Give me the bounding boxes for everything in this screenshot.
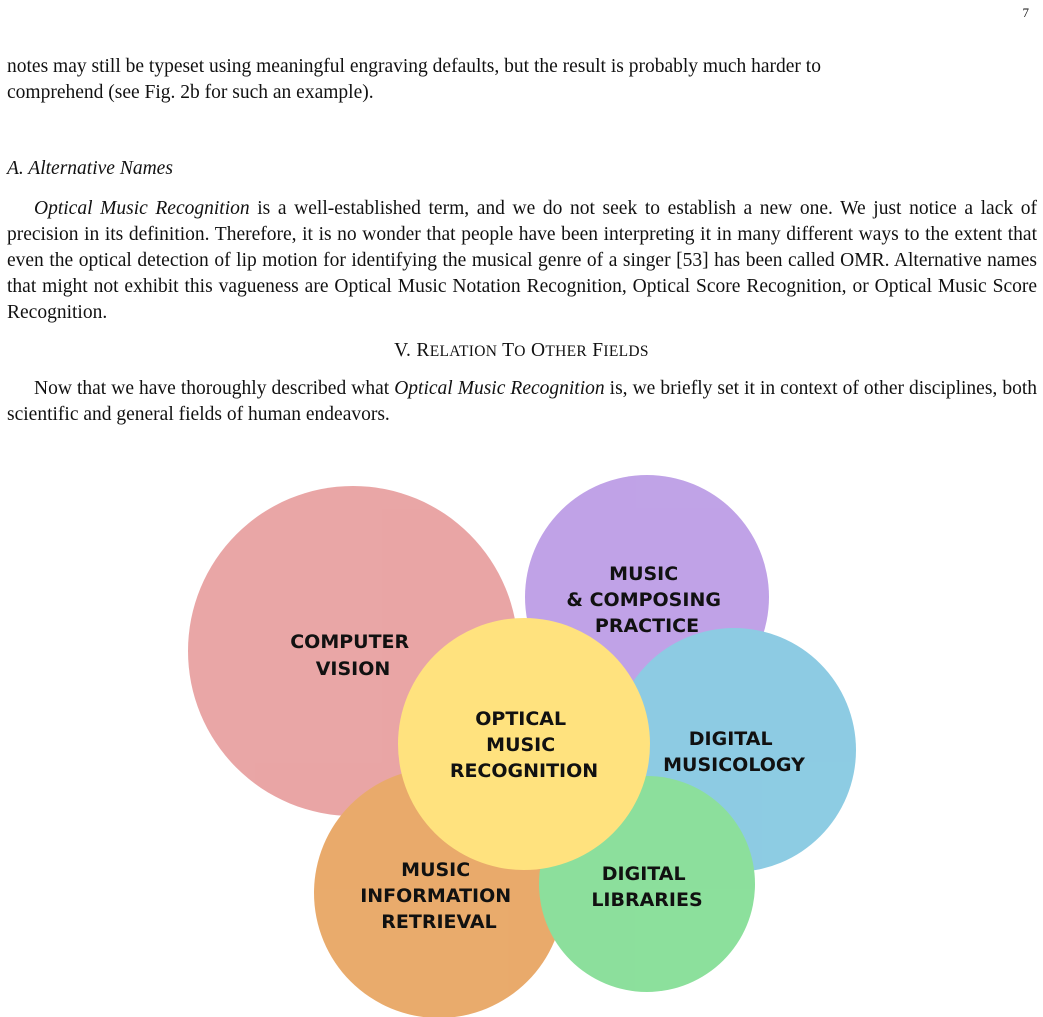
label-line: & COMPOSING: [566, 589, 721, 611]
heading-cap: F: [592, 340, 604, 361]
heading-cap: O: [530, 340, 546, 361]
label-line: VISION: [315, 658, 391, 680]
label-line: RECOGNITION: [449, 760, 599, 782]
page-number: 7: [1022, 5, 1029, 20]
alternative-names-body: is a well-established term, and we do not seek to establish a new one. We just notice a lack of precision in its definition. Therefore, it is no wonder that people have been interpreting it in many different ways to the extent that even the optical detection of lip motion for identifying the musical genre of a singer [53] has been called OMR. Alternative names that might not exhibit this vagueness are Optical Music Notation Recognition, Optical Score Recognition, or Optical Music Score Recognition.: [7, 198, 1037, 323]
relation-text-pre: Now that we have thoroughly described what: [34, 378, 395, 399]
section-numeral: V.: [394, 340, 412, 361]
label-line: COMPUTER: [290, 631, 410, 653]
label-line: DIGITAL: [688, 728, 773, 750]
heading-smallcaps: ELATION: [429, 343, 498, 360]
label-line: MUSIC: [486, 734, 556, 756]
heading-smallcaps: O: [514, 343, 526, 360]
label-line: MUSIC: [401, 859, 471, 881]
intro-line-2: comprehend (see Fig. 2b for such an example).: [7, 82, 374, 103]
label-line: RETRIEVAL: [381, 911, 497, 933]
label-line: PRACTICE: [594, 615, 700, 637]
term-omr: Optical Music Recognition: [34, 198, 250, 219]
intro-line-1: notes may still be typeset using meaningful engraving defaults, but the result is probably much harder to: [7, 56, 821, 77]
heading-cap: T: [502, 340, 515, 361]
heading-cap: R: [416, 340, 430, 361]
label-line: MUSIC: [609, 563, 679, 585]
label-line: OPTICAL: [475, 708, 567, 730]
relation-text-post: is, we briefly set it in context of other disciplines, both scientific and general fields of human endeavors.: [7, 378, 1037, 425]
heading-smallcaps: THER: [545, 343, 588, 360]
label-line: DIGITAL: [601, 863, 686, 885]
label-line: INFORMATION: [360, 885, 512, 907]
heading-smallcaps: IELDS: [603, 343, 649, 360]
term-omr: Optical Music Recognition: [394, 378, 605, 399]
subsection-heading: A. Alternative Names: [7, 158, 173, 179]
label-line: LIBRARIES: [591, 889, 703, 911]
label-line: MUSICOLOGY: [663, 754, 805, 776]
